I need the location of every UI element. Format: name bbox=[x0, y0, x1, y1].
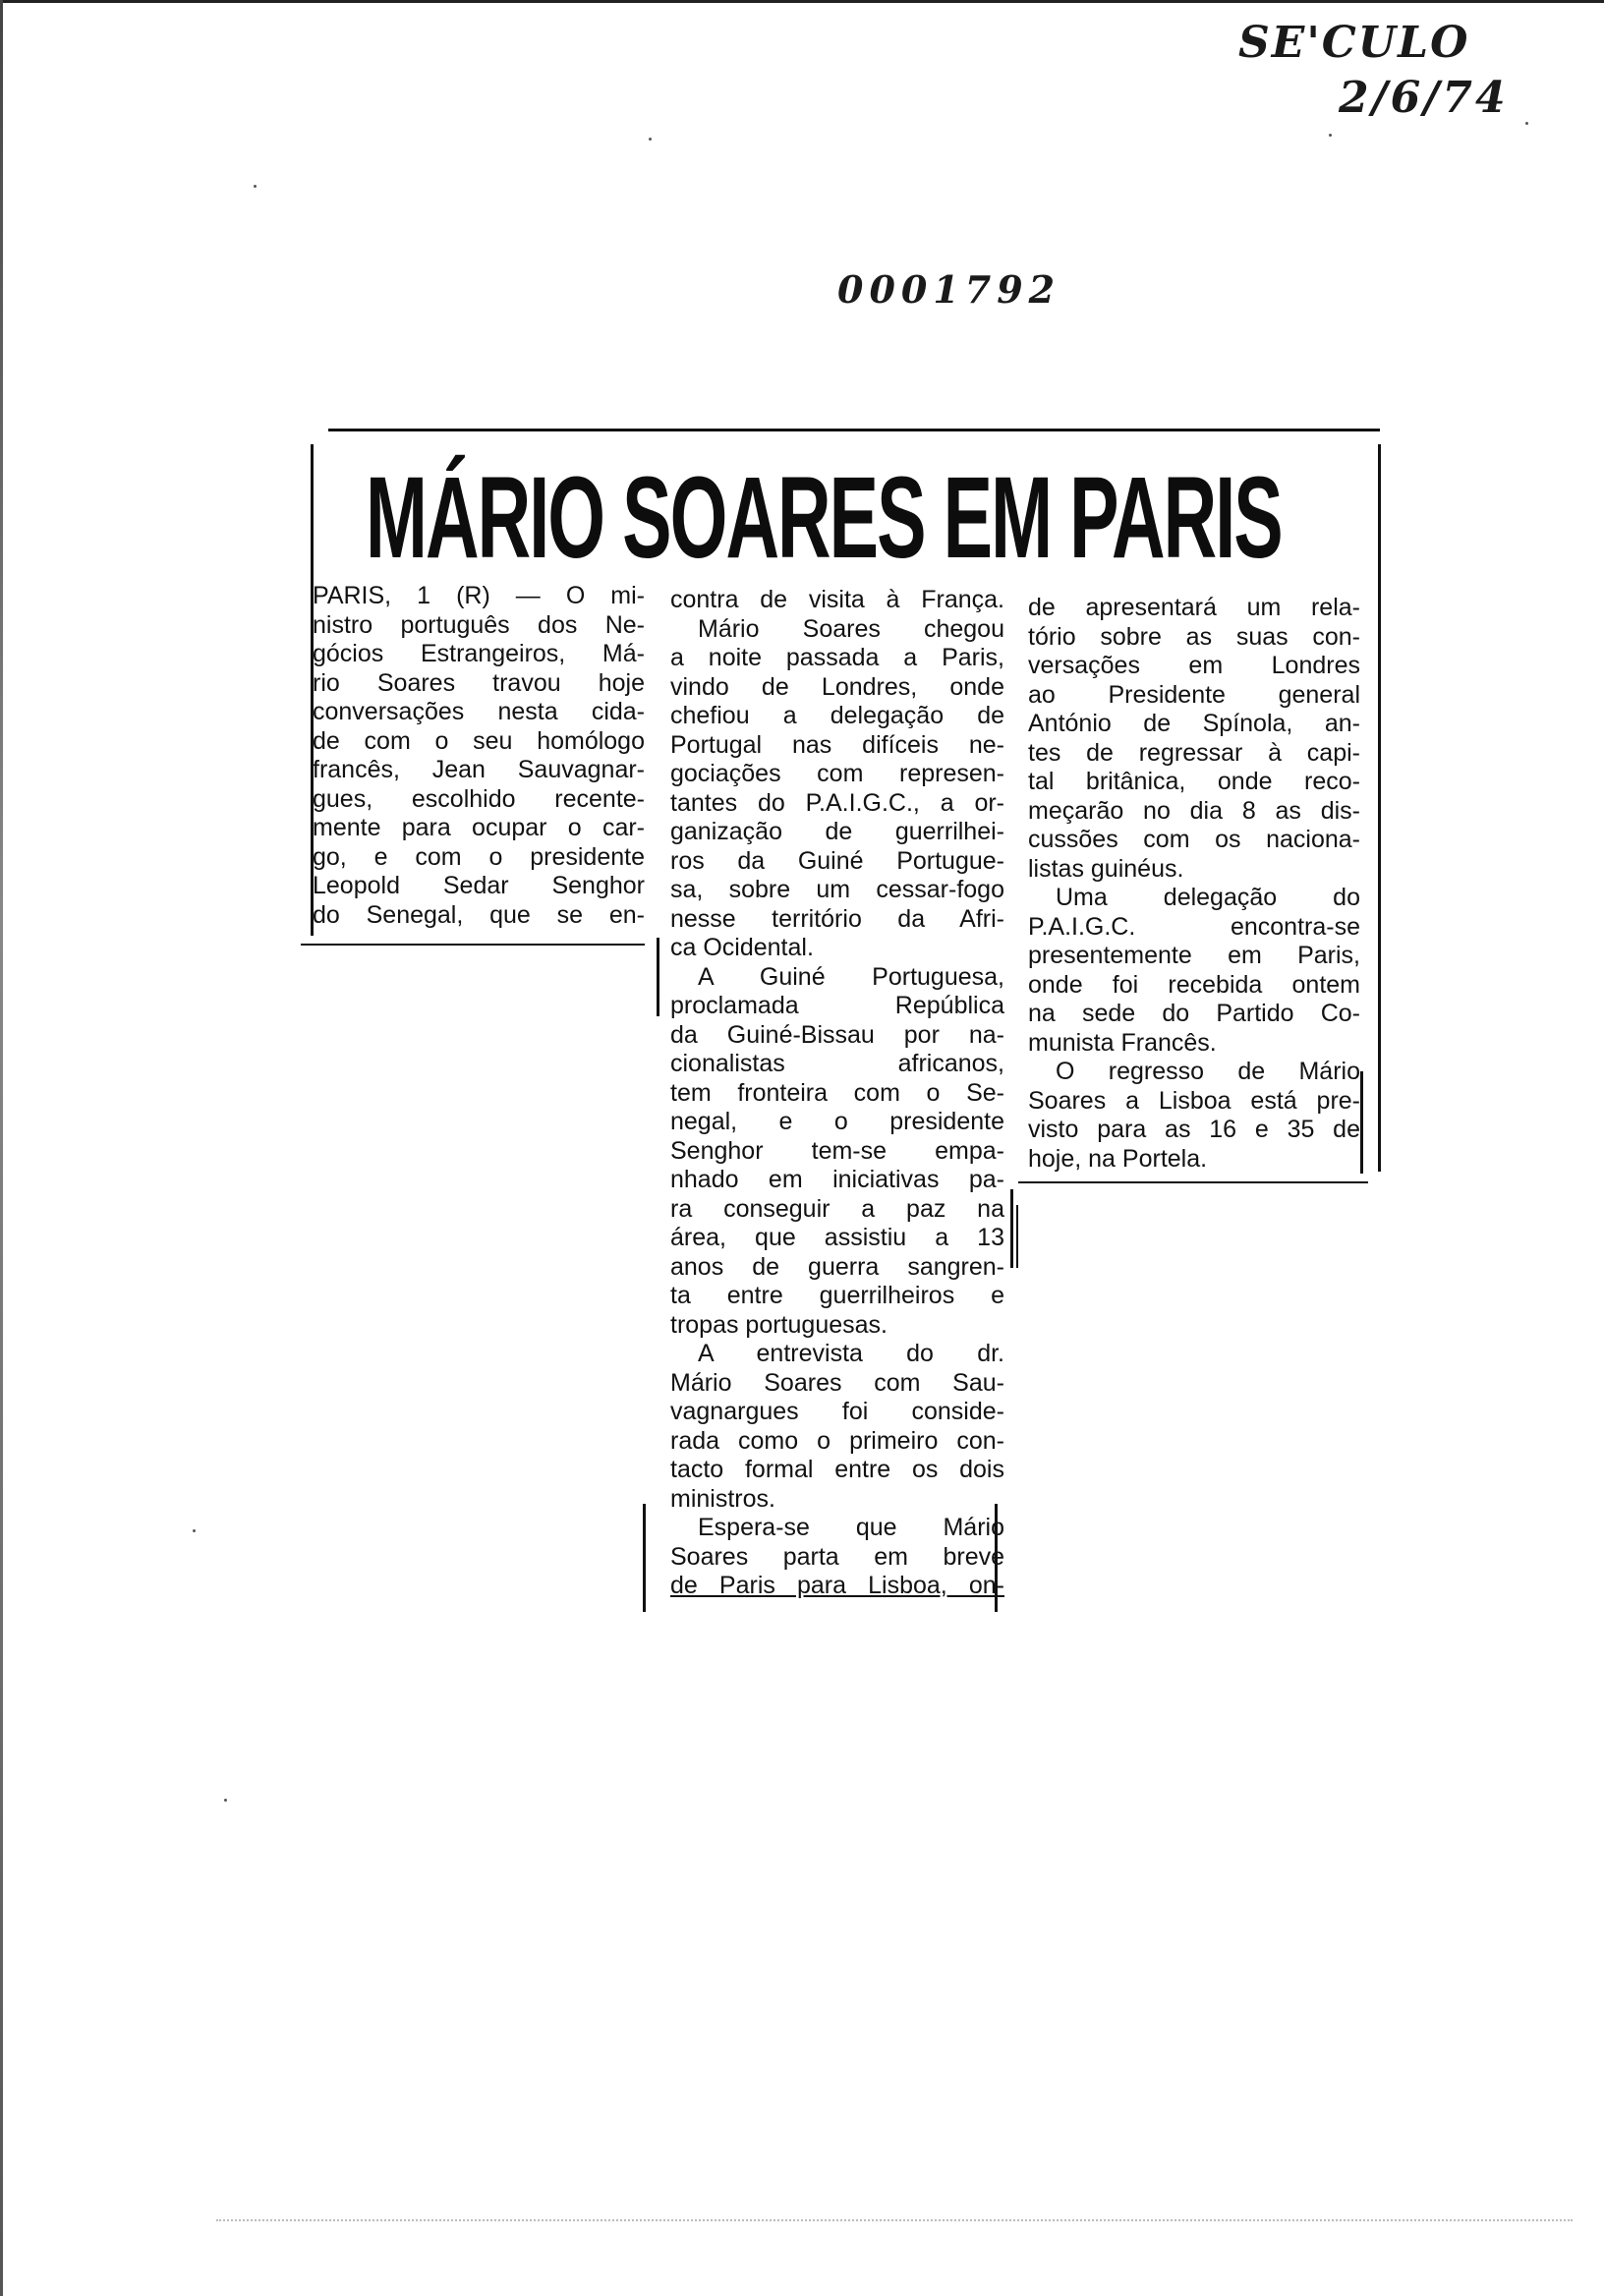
text-line: gues, escolhido recente- bbox=[313, 784, 645, 813]
text-line: tacto formal entre os dois bbox=[670, 1456, 1004, 1483]
clipping-bottom-rule-col1 bbox=[301, 944, 645, 946]
text-line: Mário Soares chegou bbox=[698, 614, 1004, 643]
dust-speck bbox=[193, 1529, 196, 1532]
text-line: tantes do P.A.I.G.C., a or- bbox=[670, 788, 1004, 817]
text-line: de com o seu homólogo bbox=[313, 726, 645, 755]
text-line: nhado em iniciativas pa- bbox=[670, 1166, 1004, 1193]
text-line: Uma delegação do bbox=[1056, 884, 1360, 911]
text-line: Portugal nas difíceis ne- bbox=[670, 730, 1004, 759]
text-line: Espera-se que Mário bbox=[698, 1514, 1004, 1541]
text-line: vagnargues foi conside- bbox=[670, 1398, 1004, 1425]
clipping-bottom-rule-col3 bbox=[1018, 1181, 1368, 1183]
text-line: nistro português dos Ne- bbox=[313, 610, 645, 639]
dust-speck bbox=[254, 185, 257, 188]
text-line: Soares a Lisboa está pre- bbox=[1028, 1086, 1360, 1115]
text-line: na sede do Partido Co- bbox=[1028, 1000, 1360, 1027]
text-line: nesse território da Afri- bbox=[670, 904, 1004, 933]
text-line: listas guinéus. bbox=[1028, 854, 1184, 883]
text-line: visto para as 16 e 35 de bbox=[1028, 1116, 1360, 1143]
text-line: tório sobre as suas con- bbox=[1028, 622, 1360, 651]
text-line: hoje, na Portela. bbox=[1028, 1144, 1208, 1173]
text-line: A Guiné Portuguesa, bbox=[698, 962, 1004, 991]
clipping-cut-mark bbox=[1360, 1071, 1363, 1174]
article-headline: MÁRIO SOARES EM PARIS bbox=[366, 453, 1282, 583]
text-line: contra de visita à França. bbox=[670, 586, 1004, 613]
text-line: sa, sobre um cessar-fogo bbox=[670, 876, 1004, 903]
dust-speck bbox=[1329, 134, 1332, 137]
text-line: PARIS, 1 (R) — O mi- bbox=[313, 582, 645, 609]
text-line: rada como o primeiro con- bbox=[670, 1426, 1004, 1455]
text-line: mente para ocupar o car- bbox=[313, 814, 645, 841]
text-line: Mário Soares com Sau- bbox=[670, 1368, 1004, 1397]
clipping-right-rule bbox=[1378, 444, 1381, 1172]
text-line: vindo de Londres, onde bbox=[670, 672, 1004, 701]
text-line: francês, Jean Sauvagnar- bbox=[313, 756, 645, 783]
dust-speck bbox=[649, 138, 652, 141]
text-line: ros da Guiné Portugue- bbox=[670, 846, 1004, 875]
text-line: ca Ocidental. bbox=[670, 934, 814, 961]
text-line: A entrevista do dr. bbox=[698, 1340, 1004, 1367]
text-line: gócios Estrangeiros, Má- bbox=[313, 640, 645, 667]
text-line: Senghor tem-se empa- bbox=[670, 1136, 1004, 1165]
text-line: área, que assistiu a 13 bbox=[670, 1224, 1004, 1251]
text-line: de Paris para Lisboa, on- bbox=[670, 1572, 1004, 1599]
text-line: Soares parta em breve bbox=[670, 1542, 1004, 1571]
clipping-cut-mark bbox=[643, 1504, 646, 1612]
handwritten-date: 2/6/74 bbox=[1339, 73, 1509, 123]
text-line: gociações com represen- bbox=[670, 760, 1004, 787]
text-line: ra conseguir a paz na bbox=[670, 1194, 1004, 1223]
text-line: cussões com os naciona- bbox=[1028, 826, 1360, 853]
text-line: cionalistas africanos, bbox=[670, 1050, 1004, 1077]
text-line: do Senegal, que se en- bbox=[313, 900, 645, 929]
clipping-cut-mark bbox=[657, 938, 659, 1016]
text-line: go, e com o presidente bbox=[313, 842, 645, 871]
text-line: conversações nesta cida- bbox=[313, 698, 645, 725]
handwritten-source: SE'CULO bbox=[1238, 18, 1470, 68]
text-line: ao Presidente general bbox=[1028, 680, 1360, 709]
scan-edge-left bbox=[0, 0, 3, 2296]
text-line: munista Francês. bbox=[1028, 1028, 1217, 1057]
clipping-top-rule bbox=[328, 429, 1380, 431]
article-column-3 bbox=[1028, 594, 1360, 1174]
scan-edge-top bbox=[0, 0, 1604, 3]
text-line: António de Spínola, an- bbox=[1028, 710, 1360, 737]
text-line: meçarão no dia 8 as dis- bbox=[1028, 796, 1360, 825]
clipping-cut-mark bbox=[1010, 1189, 1013, 1268]
text-line: ganização de guerrilhei- bbox=[670, 818, 1004, 845]
text-line: onde foi recebida ontem bbox=[1028, 970, 1360, 999]
text-line: de apresentará um rela- bbox=[1028, 594, 1360, 621]
text-line: O regresso de Mário bbox=[1056, 1058, 1360, 1085]
text-line: proclamada República bbox=[670, 992, 1004, 1019]
article-column-1 bbox=[313, 582, 645, 930]
dust-speck bbox=[1525, 122, 1528, 125]
text-line: tal britânica, onde reco- bbox=[1028, 768, 1360, 795]
text-line: negal, e o presidente bbox=[670, 1108, 1004, 1135]
text-line: tes de regressar à capi- bbox=[1028, 738, 1360, 767]
text-line: ta entre guerrilheiros e bbox=[670, 1282, 1004, 1309]
handwritten-archive-number: 0001792 bbox=[837, 267, 1061, 312]
text-line: tem fronteira com o Se- bbox=[670, 1078, 1004, 1107]
text-line: ministros. bbox=[670, 1484, 775, 1513]
dust-speck bbox=[224, 1799, 227, 1802]
text-line: anos de guerra sangren- bbox=[670, 1252, 1004, 1281]
scan-dotted-line bbox=[216, 2219, 1573, 2221]
text-line: tropas portuguesas. bbox=[670, 1310, 888, 1339]
text-line: chefiou a delegação de bbox=[670, 702, 1004, 729]
text-line: da Guiné-Bissau por na- bbox=[670, 1020, 1004, 1049]
clipping-cut-mark bbox=[1016, 1205, 1018, 1268]
text-line: Leopold Sedar Senghor bbox=[313, 872, 645, 899]
text-line: rio Soares travou hoje bbox=[313, 668, 645, 697]
text-line: versações em Londres bbox=[1028, 652, 1360, 679]
text-line: a noite passada a Paris, bbox=[670, 644, 1004, 671]
text-line: P.A.I.G.C. encontra-se bbox=[1028, 912, 1360, 941]
text-line: presentemente em Paris, bbox=[1028, 942, 1360, 969]
article-column-2 bbox=[670, 586, 1004, 1601]
